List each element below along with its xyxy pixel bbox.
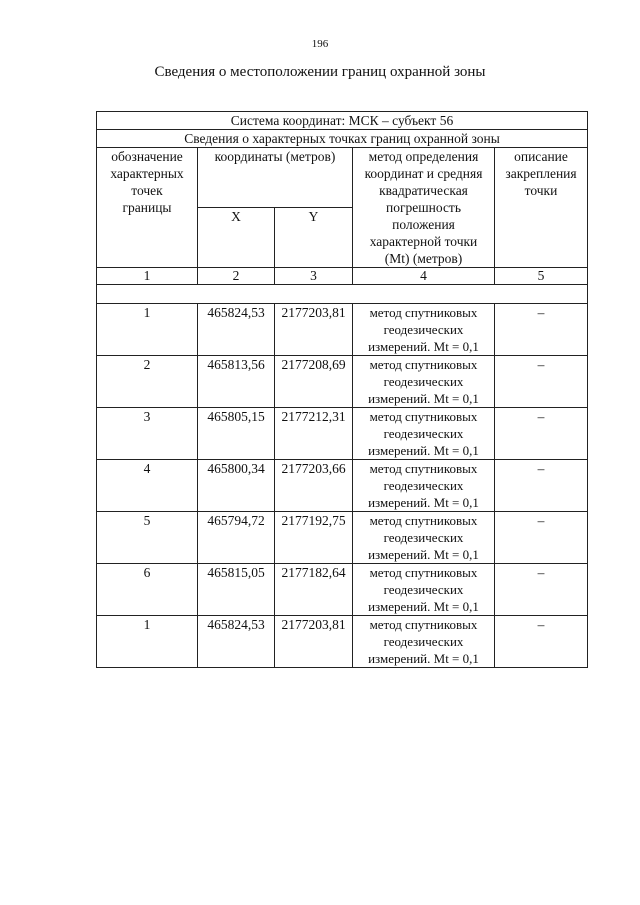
header-description-line: точки [524,183,558,198]
cell-method [353,564,495,616]
cell-y-coordinate: 2177203,81 [275,616,353,668]
header-method-line: (Mt) (метров) [384,251,463,266]
cell-method-line: измерений. Mt = 0,1 [368,651,479,666]
cell-x-coordinate: 465800,34 [198,460,275,512]
cell-description: – [495,356,588,408]
cell-y-coordinate: 2177182,64 [275,564,353,616]
cell-method-line: метод спутниковых [369,565,478,580]
cell-x-coordinate: 465805,15 [198,408,275,460]
header-designation-line: обозначение [111,149,183,164]
cell-point-number: 6 [97,564,198,616]
header-description-line: закрепления [505,166,577,181]
header-description [495,148,588,268]
cell-method-line: метод спутниковых [369,305,478,320]
header-method [353,148,495,268]
cell-y-coordinate: 2177192,75 [275,512,353,564]
cell-description: – [495,304,588,356]
cell-description: – [495,460,588,512]
header-coordinates: координаты (метров) [198,148,353,208]
cell-description: – [495,512,588,564]
header-designation [97,148,198,268]
empty-separator-row [97,285,588,304]
header-description-line: описание [514,149,568,164]
cell-method [353,356,495,408]
coordinate-system-header: Система координат: МСК – субъект 56 [97,112,588,130]
cell-x-coordinate: 465813,56 [198,356,275,408]
cell-description: – [495,408,588,460]
cell-method [353,408,495,460]
cell-method-line: измерений. Mt = 0,1 [368,443,479,458]
cell-x-coordinate: 465794,72 [198,512,275,564]
cell-point-number: 3 [97,408,198,460]
header-method-line: координат и средняя [364,166,483,181]
cell-method [353,512,495,564]
cell-method [353,616,495,668]
header-method-line: погрешность [385,200,461,215]
boundary-points-table [96,111,588,668]
table-row [97,356,588,408]
cell-method-line: измерений. Mt = 0,1 [368,391,479,406]
cell-method-line: измерений. Mt = 0,1 [368,547,479,562]
cell-method-line: метод спутниковых [369,617,478,632]
cell-x-coordinate: 465824,53 [198,304,275,356]
cell-y-coordinate: 2177203,81 [275,304,353,356]
cell-method-line: геодезических [383,530,464,545]
cell-point-number: 4 [97,460,198,512]
cell-point-number: 1 [97,304,198,356]
header-designation-line: точек [131,183,163,198]
header-y: Y [275,208,353,268]
cell-method-line: измерений. Mt = 0,1 [368,599,479,614]
cell-method-line: геодезических [383,374,464,389]
column-number: 4 [353,268,495,285]
cell-method-line: геодезических [383,322,464,337]
table-row [97,304,588,356]
cell-method-line: метод спутниковых [369,461,478,476]
cell-method-line: геодезических [383,478,464,493]
column-number: 3 [275,268,353,285]
table-row [97,460,588,512]
header-x: X [198,208,275,268]
cell-method [353,304,495,356]
column-number: 5 [495,268,588,285]
cell-method-line: геодезических [383,634,464,649]
cell-y-coordinate: 2177212,31 [275,408,353,460]
table-row [97,564,588,616]
cell-method-line: метод спутниковых [369,357,478,372]
cell-method [353,460,495,512]
cell-x-coordinate: 465815,05 [198,564,275,616]
section-title-header: Сведения о характерных точках границ охранной зоны [97,130,588,148]
header-method-line: положения [392,217,455,232]
column-number: 1 [97,268,198,285]
cell-method-line: измерений. Mt = 0,1 [368,339,479,354]
cell-description: – [495,616,588,668]
header-designation-line: границы [122,200,172,215]
header-method-line: метод определения [368,149,479,164]
cell-y-coordinate: 2177208,69 [275,356,353,408]
cell-point-number: 2 [97,356,198,408]
document-title: Сведения о местоположении границ охранной зоны [154,64,486,80]
cell-point-number: 1 [97,616,198,668]
header-method-line: квадратическая [379,183,468,198]
cell-point-number: 5 [97,512,198,564]
header-method-line: характерной точки [369,234,478,249]
header-designation-line: характерных [110,166,184,181]
cell-x-coordinate: 465824,53 [198,616,275,668]
cell-method-line: измерений. Mt = 0,1 [368,495,479,510]
table-row [97,512,588,564]
cell-method-line: метод спутниковых [369,409,478,424]
table-row [97,616,588,668]
cell-y-coordinate: 2177203,66 [275,460,353,512]
cell-method-line: геодезических [383,582,464,597]
table-row [97,408,588,460]
cell-method-line: геодезических [383,426,464,441]
cell-method-line: метод спутниковых [369,513,478,528]
column-number: 2 [198,268,275,285]
page-number: 196 [311,38,329,50]
cell-description: – [495,564,588,616]
